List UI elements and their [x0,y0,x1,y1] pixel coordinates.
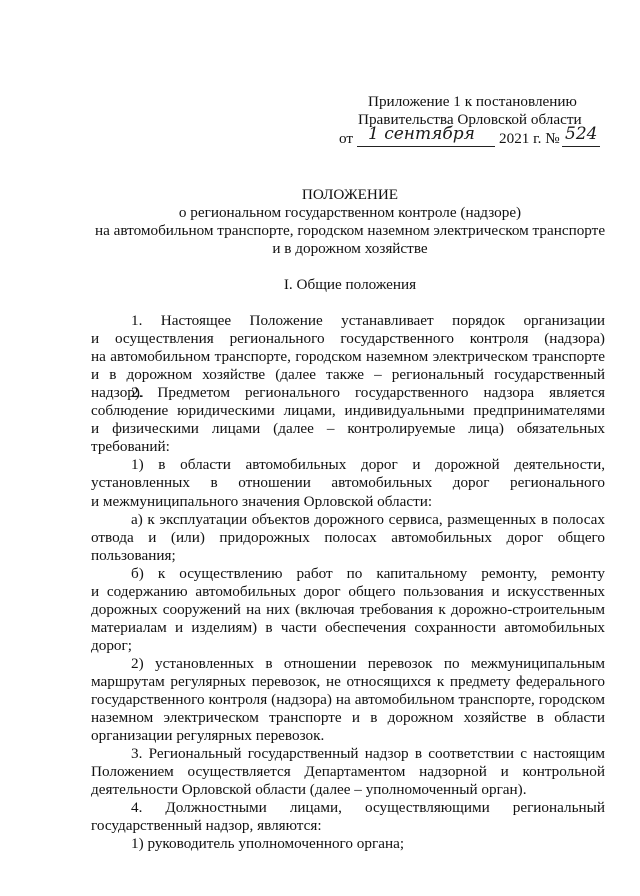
handwritten-date: 1 сентября [368,124,475,144]
title-line-2: на автомобильном транспорте, городском наземном электрическом транспорте [94,222,606,239]
body-line: и содержанию автомобильных дорог общего пользования и искусственных [91,582,605,600]
body-line: 2. Предметом регионального государственного надзора является [131,384,605,402]
body-line: 2) установленных в отношении перевозок по межмуниципальным [131,654,605,672]
year-number-label: 2021 г. № [499,130,560,147]
body-line: требований: [91,438,170,456]
document-title: ПОЛОЖЕНИЕ [301,186,399,203]
number-underline [562,146,600,147]
body-line: б) к осуществлению работ по капитальному ремонту, ремонту [131,564,605,582]
body-line: государственного контроля (надзора) на автомобильном транспорте, городском [91,691,605,709]
handwritten-number: 524 [565,124,598,144]
from-label: от [339,130,354,147]
body-line: установленных в отношении автомобильных дорог регионального [91,474,605,492]
body-line: маршрутам регулярных перевозок, не относящихся к предмету федерального [91,673,605,690]
date-underline [357,146,495,147]
title-line-1: о региональном государственном контроле (надзоре) [178,204,522,221]
body-line: Положением осуществляется Департаментом надзорной и контрольной [91,763,605,781]
body-line: пользования; [91,546,176,564]
body-line: 4. Должностными лицами, осуществляющими региональный [131,799,605,817]
body-line: материалам и изделиям) в части обеспечения сохранности автомобильных [91,618,605,636]
appendix-line-1: Приложение 1 к постановлению [368,93,577,110]
body-line: наземном электрическом транспорте и в дорожном хозяйстве в области [91,709,605,727]
body-line: и межмуниципального значения Орловской области: [91,492,433,510]
body-line: деятельности Орловской области (далее – уполномоченный орган). [91,781,527,799]
body-line: 1. Настоящее Положение устанавливает порядок организации [131,312,605,329]
body-line: отвода и (или) придорожных полосах автомобильных дорог общего [91,528,605,546]
body-line: 1) руководитель уполномоченного органа; [131,835,405,853]
body-line: и в дорожном хозяйстве (далее также – региональный государственный надзор). [91,366,605,402]
body-line: организации регулярных перевозок. [91,727,325,745]
body-line: соблюдение юридическими лицами, индивидуальными предпринимателями [91,402,605,420]
body-line: и физическими лицами (далее – контролируемые лица) обязательных [91,420,605,438]
body-line: государственный надзор, являются: [91,817,322,835]
section-title: I. Общие положения [283,276,417,293]
title-line-3: и в дорожном хозяйстве [272,240,428,257]
body-line: 3. Региональный государственный надзор в соответствии с настоящим [131,745,605,763]
body-line: и осуществления регионального государственного контроля (надзора) [91,330,605,348]
body-line: а) к эксплуатации объектов дорожного сервиса, размещенных в полосах [131,510,605,528]
body-line: 1) в области автомобильных дорог и дорожной деятельности, [131,456,605,474]
body-line: дорожных сооружений на них (включая требования к дорожно-строительным [91,600,605,618]
body-line: на автомобильном транспорте, городском наземном электрическом транспорте [91,348,605,366]
body-line: дорог; [91,636,132,654]
appendix-line-2: Правительства Орловской области [358,111,582,128]
